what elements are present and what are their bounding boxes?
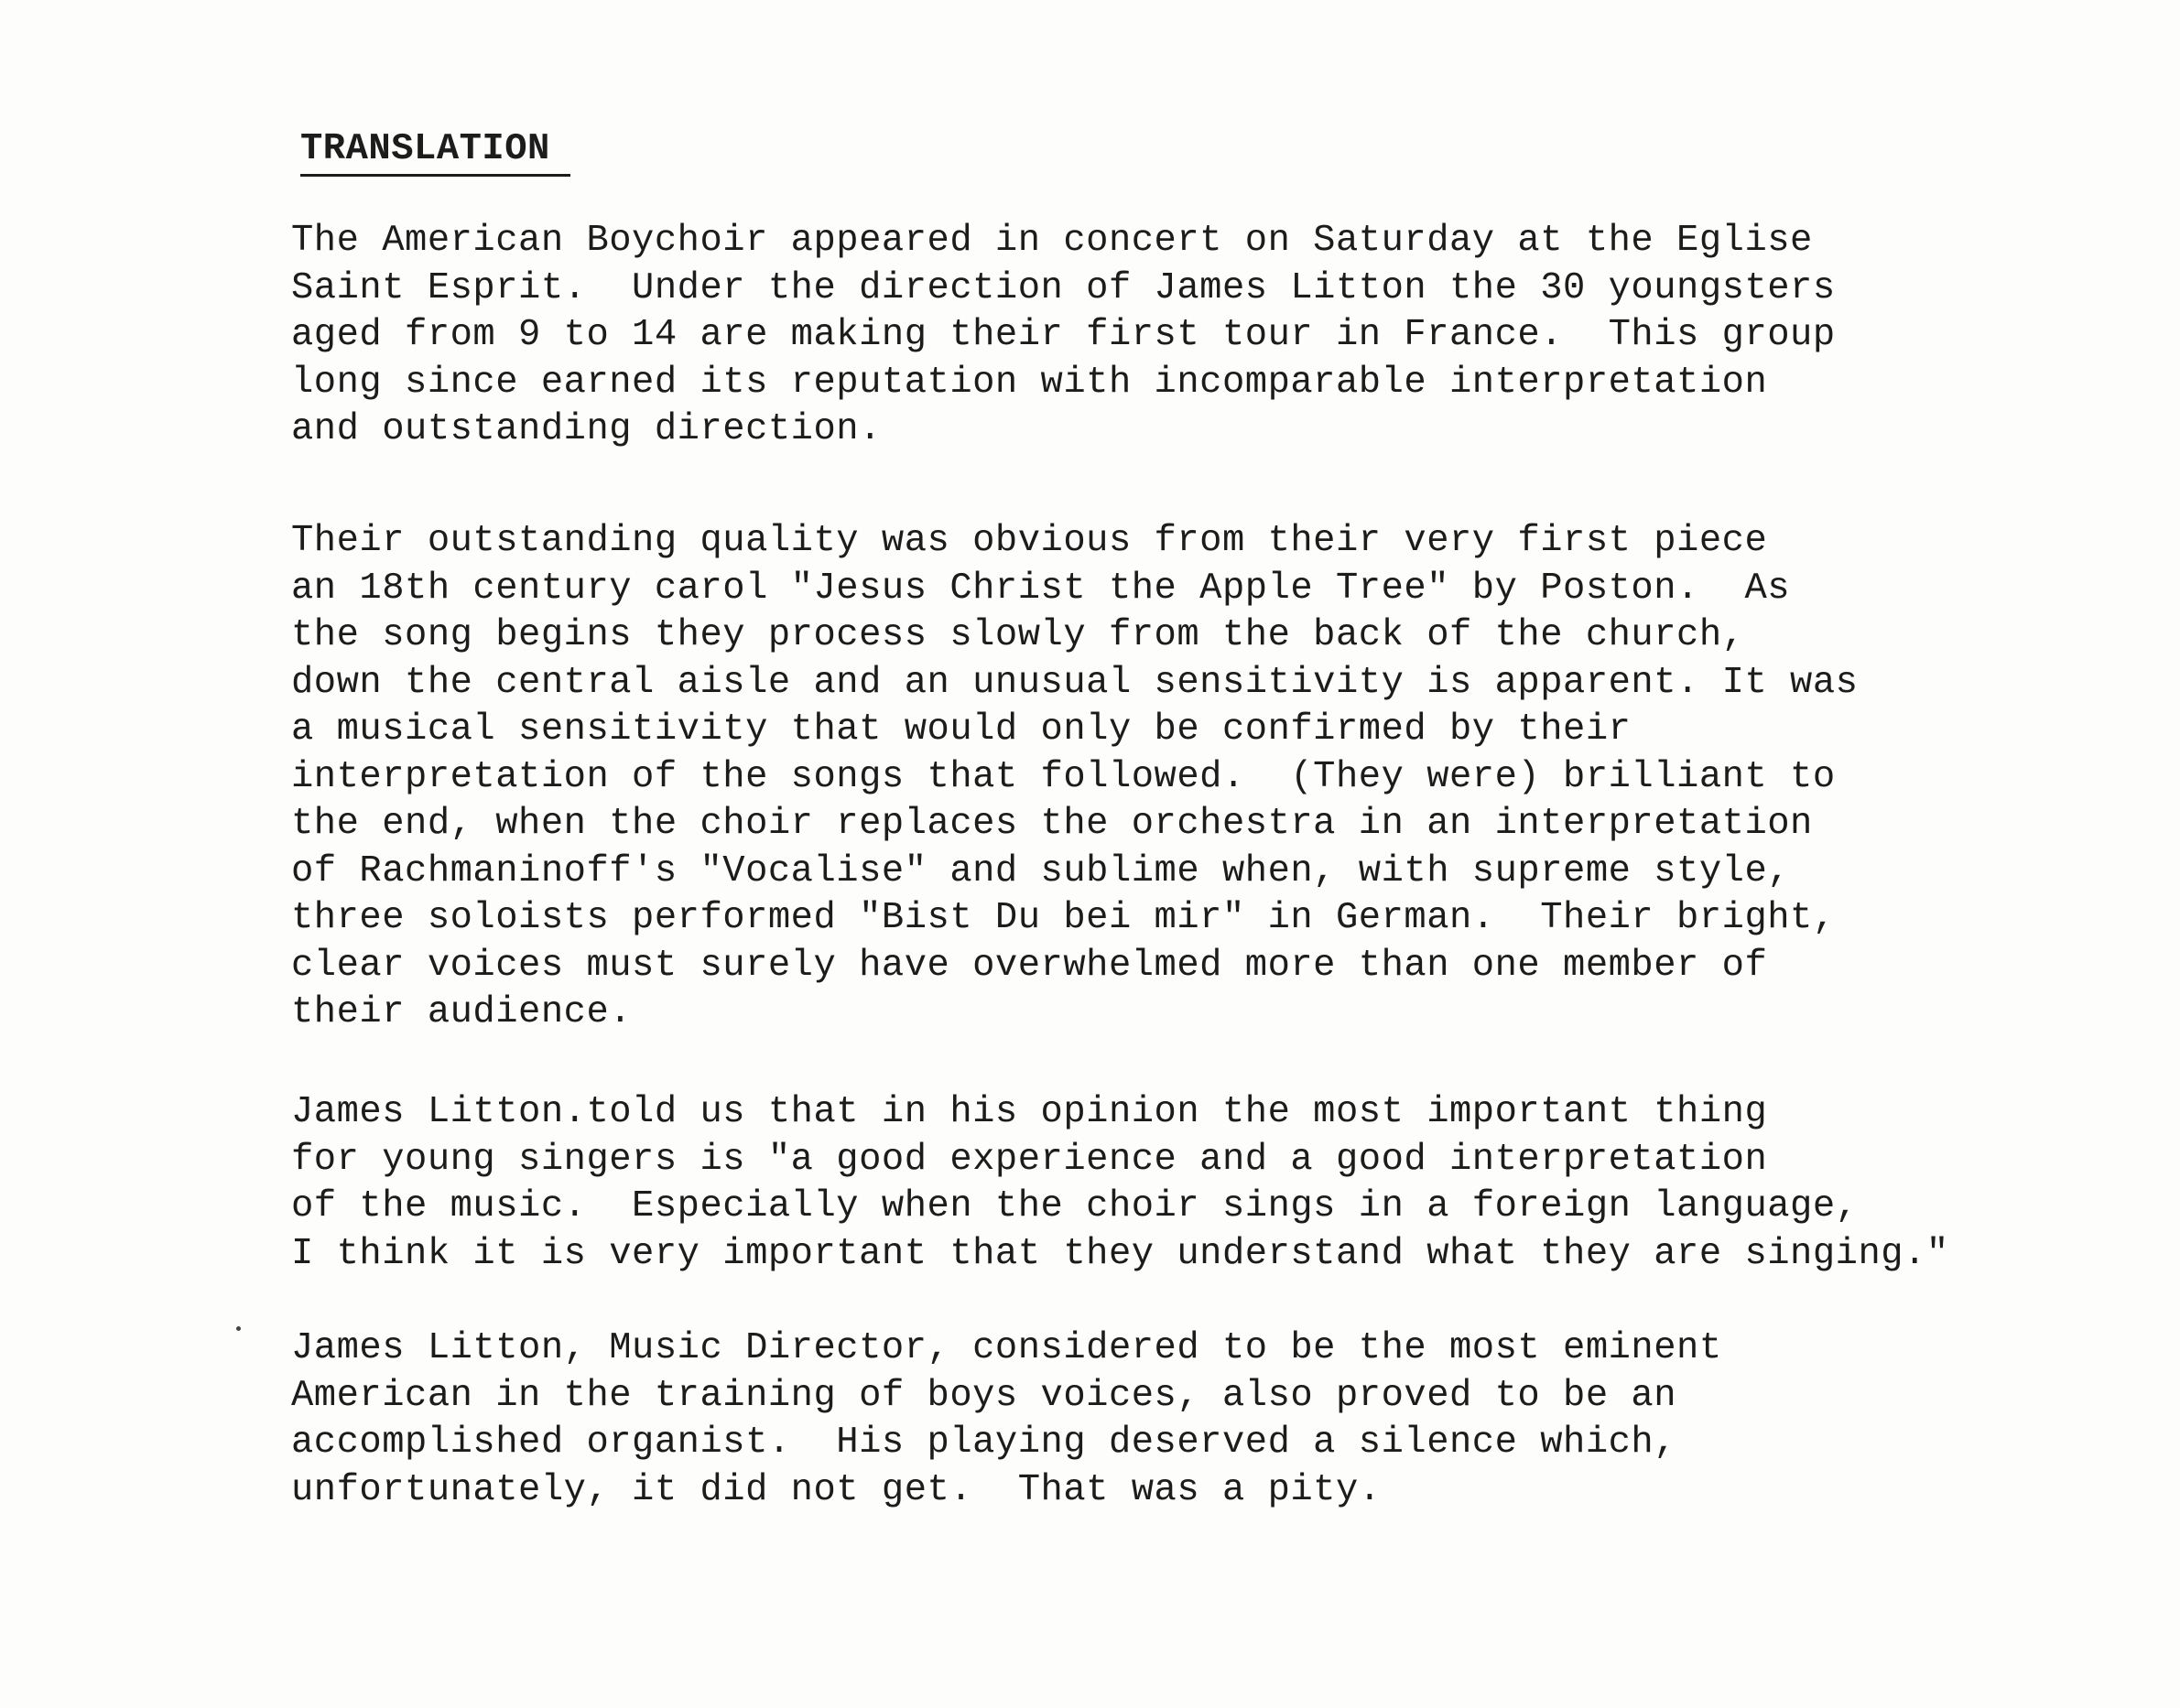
text-line: of Rachmaninoff's "Vocalise" and sublime when, with supreme style, (291, 849, 1791, 892)
text-line: down the central aisle and an unusual sensitivity is apparent. It was (291, 661, 1859, 704)
text-line: and outstanding direction. (291, 408, 882, 450)
paragraph-1 (291, 218, 1836, 454)
text-line: American in the training of boys voices, also proved to be an (291, 1374, 1677, 1417)
text-line: James Litton, Music Director, considered to be the most eminent (291, 1327, 1722, 1369)
paragraph-4 (291, 1325, 1722, 1514)
text-line: for young singers is "a good experience and a good interpretation (291, 1138, 1768, 1181)
text-line: long since earned its reputation with incomparable interpretation (291, 361, 1768, 404)
ink-speck (236, 1326, 241, 1331)
text-line: their audience. (291, 991, 633, 1033)
text-line: James Litton.told us that in his opinion the most important thing (291, 1091, 1768, 1133)
text-line: a musical sensitivity that would only be confirmed by their (291, 708, 1632, 751)
text-line: unfortunately, it did not get. That was a pity. (291, 1468, 1382, 1511)
text-line: aged from 9 to 14 are making their first tour in France. This group (291, 314, 1836, 356)
text-line: of the music. Especially when the choir sings in a foreign language, (291, 1185, 1859, 1227)
text-line: three soloists performed "Bist Du bei mir" in German. Their bright, (291, 897, 1836, 939)
text-line: an 18th century carol "Jesus Christ the Apple Tree" by Poston. As (291, 567, 1791, 610)
paragraph-3 (291, 1089, 1949, 1278)
text-line: Saint Esprit. Under the direction of James Litton the 30 youngsters (291, 266, 1836, 309)
text-line: The American Boychoir appeared in concert on Saturday at the Eglise (291, 220, 1813, 262)
text-line: the song begins they process slowly from the back of the church, (291, 614, 1745, 656)
paragraph-2 (291, 518, 1858, 1037)
text-line: I think it is very important that they understand what they are singing." (291, 1232, 1949, 1275)
document-heading: TRANSLATION (300, 128, 570, 177)
text-line: Their outstanding quality was obvious from their very first piece (291, 520, 1768, 562)
text-line: the end, when the choir replaces the orchestra in an interpretation (291, 803, 1813, 845)
text-line: clear voices must surely have overwhelmed more than one member of (291, 944, 1768, 987)
text-line: interpretation of the songs that followed. (They were) brilliant to (291, 755, 1836, 798)
text-line: accomplished organist. His playing deserved a silence which, (291, 1422, 1677, 1464)
